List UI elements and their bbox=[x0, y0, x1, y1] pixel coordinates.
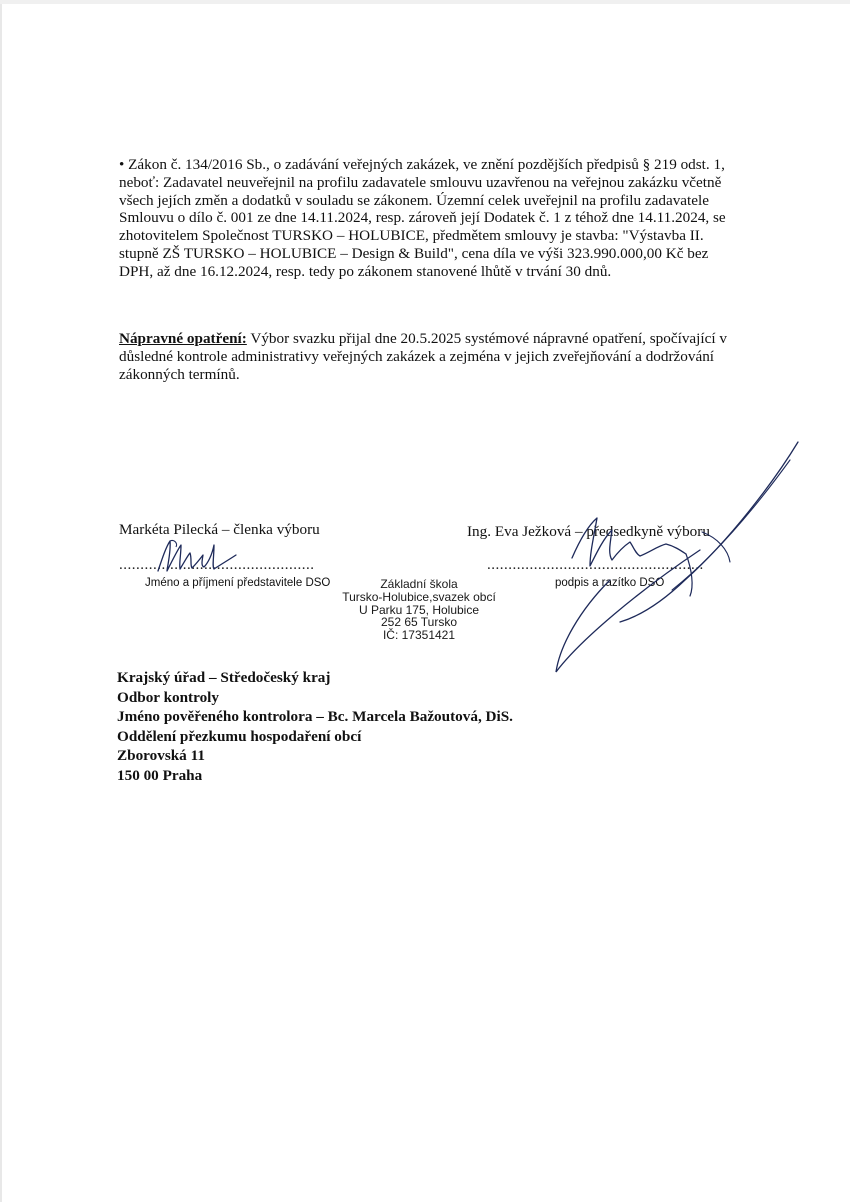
address-department: Odbor kontroly bbox=[117, 688, 219, 706]
left-signature-line: .............................................. bbox=[119, 557, 315, 573]
right-signature-line: ................................................... bbox=[487, 557, 704, 573]
address-controller: Jméno pověřeného kontrolora – Bc. Marcela Bažoutová, DiS. bbox=[117, 708, 513, 725]
organization-stamp bbox=[330, 578, 508, 642]
right-handwritten-signature bbox=[490, 440, 810, 680]
address-street: Zborovská 11 bbox=[117, 747, 205, 764]
right-signatory-name: Ing. Eva Ježková – předsedkyně výboru bbox=[467, 523, 710, 540]
corrective-measure-label: Nápravné opatření: bbox=[119, 330, 247, 347]
right-signature-caption: podpis a razítko DSO bbox=[555, 577, 665, 589]
stamp-line-org: Tursko-Holubice,svazek obcí bbox=[342, 589, 496, 604]
left-signatory-name: Markéta Pilecká – členka výboru bbox=[119, 521, 320, 538]
left-handwritten-signature bbox=[140, 533, 240, 578]
scan-edge-line bbox=[0, 0, 2, 1202]
stamp-line-id: IČ: 17351421 bbox=[382, 628, 456, 643]
stamp-line-city: 252 65 Tursko bbox=[380, 615, 458, 630]
stamp-line-name: Základní škola bbox=[380, 577, 458, 591]
scan-top-edge bbox=[0, 0, 850, 4]
left-signature-caption: Jméno a příjmení představitele DSO bbox=[145, 577, 331, 589]
address-city: 150 00 Praha bbox=[117, 766, 203, 784]
address-section: Oddělení přezkumu hospodaření obcí bbox=[117, 727, 362, 745]
corrective-measure-paragraph bbox=[119, 330, 739, 383]
stamp-line-street: U Parku 175, Holubice bbox=[358, 602, 480, 617]
address-office: Krajský úřad – Středočeský kraj bbox=[117, 669, 331, 686]
law-violation-paragraph: • Zákon č. 134/2016 Sb., o zadávání veřejných zakázek, ve znění pozdějších předpisů § 219 odst. 1, neboť: Zadavatel neuveřejnil na profilu zadavatele smlouvu uzavřenou na veřejnou zakázku včetně všech jejích změn a dodatků v souladu se zákonem. Územní celek uveřejnil na profilu zadavatele Smlouvu o dílo č. 001 ze dne 14.11.2024, resp. zároveň její Dodatek č. 1 z téhož dne 14.11.2024, se zhotovitelem Společnost TURSKO – HOLUBICE, předmětem smlouvy je stavba: "Výstavba II. stupně ZŠ TURSKO – HOLUBICE – Design & Build", cena díla ve výši 323.990.000,00 Kč bez DPH, až dne 16.12.2024, resp. tedy po zákonem stanovené lhůtě v trvání 30 dnů. bbox=[119, 156, 726, 280]
recipient-address bbox=[117, 668, 717, 785]
corrective-measure-text: Výbor svazku přijal dne 20.5.2025 systémové nápravné opatření, spočívající v důsledné kontrole administrativy veřejných zakázek a zejména v jejich zveřejňování a dodržování zákonných termínů. bbox=[119, 330, 727, 383]
